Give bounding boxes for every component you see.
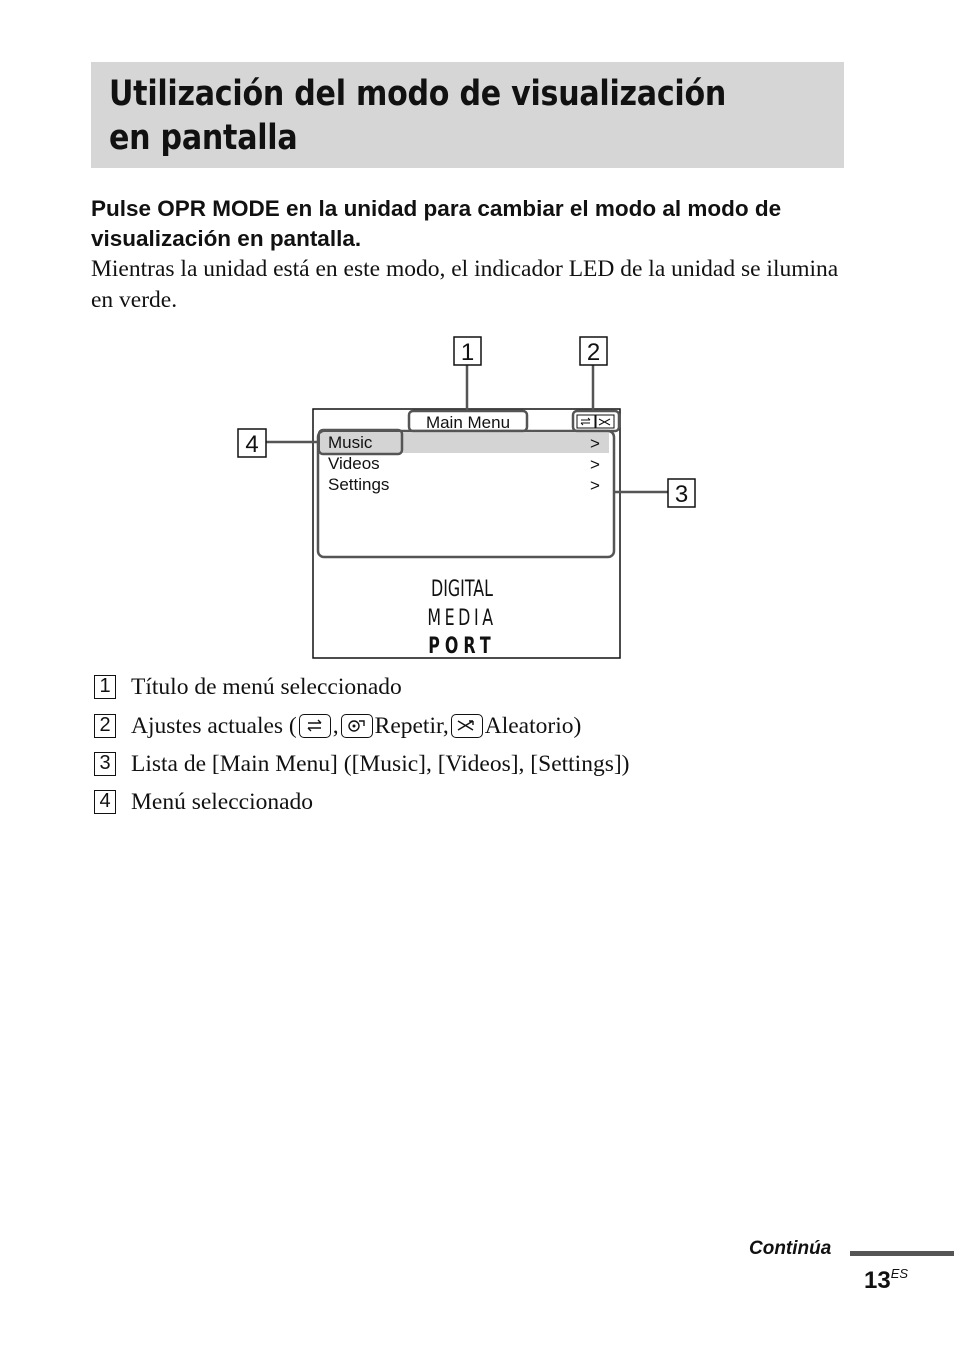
- callout-2-label: 2: [586, 339, 601, 366]
- page-number: [864, 1266, 908, 1295]
- repeat-one-icon: [341, 714, 373, 738]
- menu-arrow-settings: >: [590, 476, 600, 495]
- legend-text-2-sep: ,: [332, 712, 339, 739]
- legend-item-4: [91, 787, 313, 817]
- legend-item-1: [91, 672, 402, 702]
- continued-label: Continúa: [749, 1238, 832, 1259]
- legend-text-2-prefix: Ajustes actuales (: [131, 712, 297, 739]
- repeat-status-icon: [577, 415, 595, 428]
- legend-text-1: Título de menú seleccionado: [131, 673, 402, 700]
- shuffle-icon: [451, 714, 483, 738]
- logo-line-digital: DIGITAL: [431, 575, 493, 602]
- legend-text-2-repeat: Repetir,: [374, 712, 449, 739]
- legend-text-4: Menú seleccionado: [131, 788, 314, 815]
- legend-text-2-shuffle: Aleatorio): [484, 712, 582, 739]
- page-title: Utilización del modo de visualización en pantalla: [109, 74, 727, 158]
- menu-item-music: Music: [328, 433, 373, 452]
- callout-1-label: 1: [460, 339, 475, 366]
- screen-title: Main Menu: [425, 413, 511, 432]
- callout-3-label: 3: [674, 481, 689, 508]
- continued-bar: [850, 1251, 954, 1256]
- body-paragraph: Mientras la unidad está en este modo, el indicador LED de la unidad se ilumina en verde.: [91, 256, 839, 313]
- instruction-heading: Pulse OPR MODE en la unidad para cambiar el modo al modo de visualización en pantalla.: [91, 196, 782, 251]
- legend-num-2: 2: [94, 714, 116, 738]
- legend-item-3: [91, 749, 630, 779]
- repeat-toggle-icon: [299, 714, 331, 738]
- menu-item-settings: Settings: [328, 475, 390, 494]
- callout-4-label: 4: [245, 431, 259, 458]
- legend-num-3: 3: [94, 752, 116, 776]
- logo-line-port: PORT: [428, 632, 496, 659]
- logo-line-media: MEDIA: [427, 604, 497, 631]
- menu-arrow-music: >: [590, 434, 600, 453]
- menu-item-videos: Videos: [328, 454, 380, 473]
- legend-num-4: 4: [94, 790, 116, 814]
- page-language-suffix: ES: [890, 1266, 909, 1281]
- legend-text-3: Lista de [Main Menu] ([Music], [Videos], [Settings]): [131, 750, 630, 777]
- legend-item-2: [91, 711, 581, 741]
- menu-arrow-videos: >: [590, 455, 600, 474]
- legend-num-1: 1: [94, 675, 116, 699]
- page-number-value: 13: [864, 1267, 891, 1294]
